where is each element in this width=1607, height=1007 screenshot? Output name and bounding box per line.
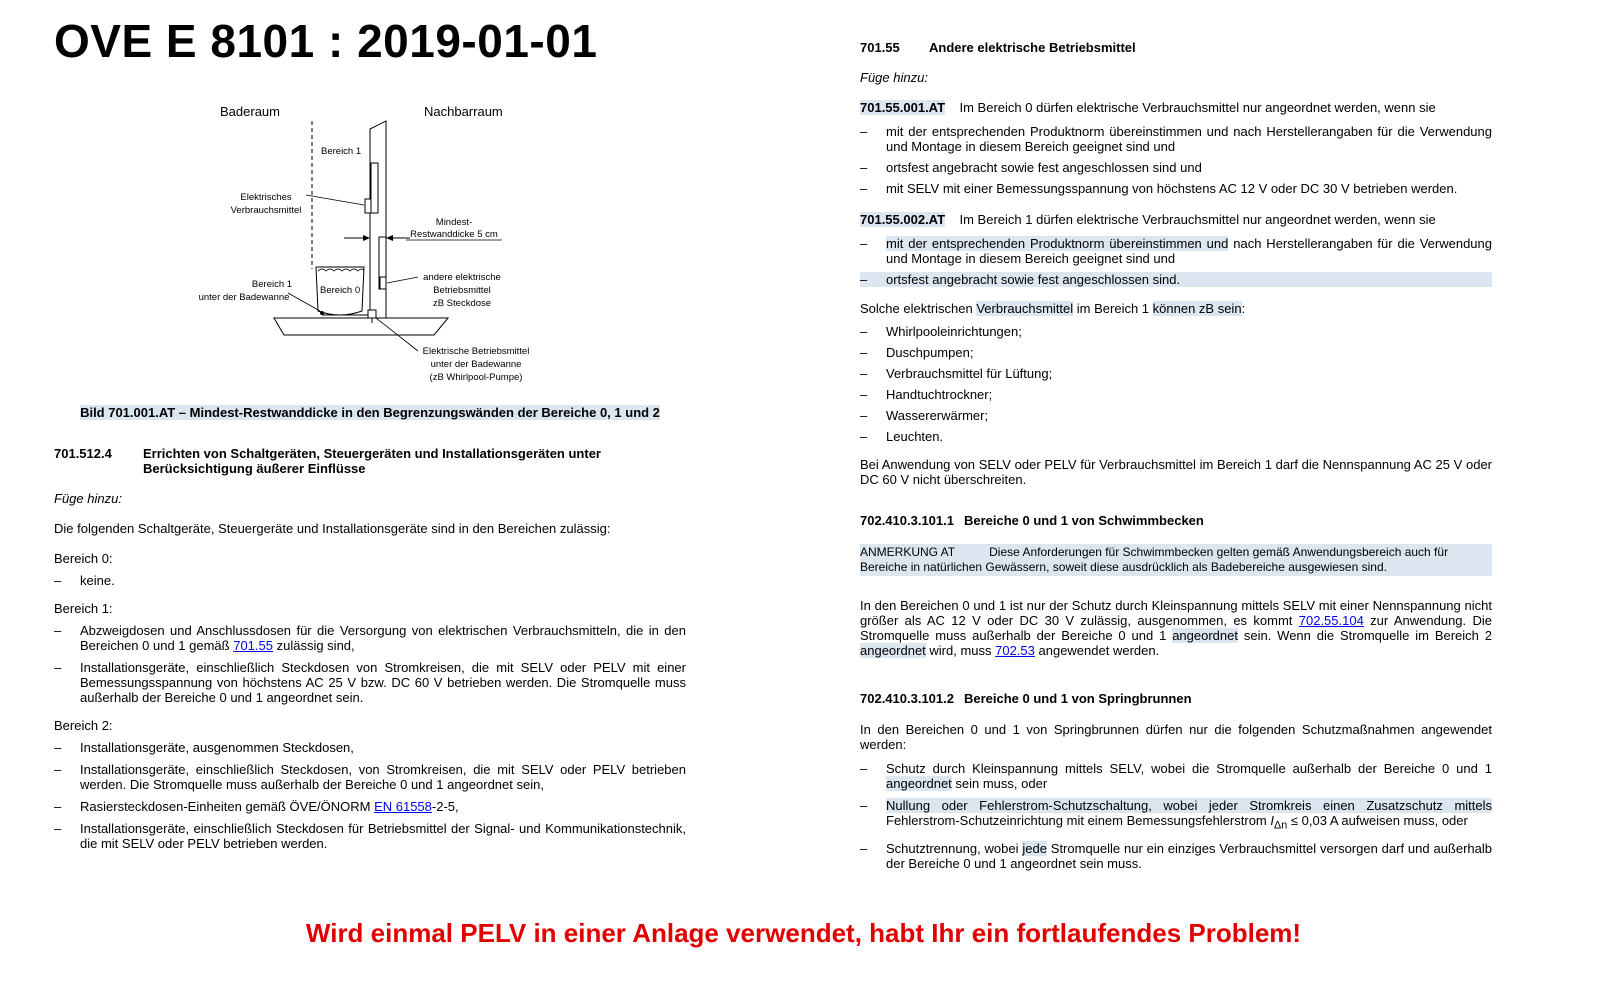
note-text: Diese Anforderungen für Schwimmbecken gelten gemäß Anwendungsbereich auch für Bereiche in natürlichen Gewässern, soweit diese ausdrücklich als Badebereiche ausgewiesen sind. [860, 545, 1449, 574]
note-tag: ANMERKUNG AT [860, 545, 956, 559]
spring-intro: In den Bereichen 0 und 1 von Springbrunnen dürfen nur die folgenden Schutzmaßnahmen angewendet werden: [860, 722, 1492, 752]
bereich1-list [54, 623, 686, 705]
bathroom-wall-diagram [54, 97, 686, 397]
label-bereich0: Bereich 0 [320, 285, 361, 296]
fuege-hinzu-left: Füge hinzu: [54, 491, 122, 506]
footer-warning: Wird einmal PELV in einer Anlage verwendet, habt Ihr ein fortlaufendes Problem! [305, 918, 1302, 948]
section-number: 702.410.3.101.1 [860, 513, 954, 528]
list-item: – Installationsgeräte, einschließlich Steckdosen, von Stromkreisen, die mit SELV oder PELV betrieben werden. Die Stromquelle muss außerhalb der Bereiche 0 und 1 angeordnet sein, [54, 762, 686, 792]
section-title: Errichten von Schaltgeräten, Steuergeräten und Installationsgeräten unter Berücksichtigung äußerer Einflüsse [143, 446, 601, 476]
section-title: Bereiche 0 und 1 von Schwimmbecken [963, 513, 1204, 528]
label-betrieb-a: Elektrische Betriebsmittel [422, 346, 530, 357]
bereich2-title: Bereich 2: [54, 718, 113, 733]
label-nachbarraum: Nachbarraum [424, 104, 503, 119]
link-702-53[interactable]: 702.53 [995, 643, 1035, 658]
list-item: – Schutztrennung, wobei jede Stromquelle nur ein einziges Verbrauchsmittel versorgen darf und außerhalb der Bereiche 0 und 1 angeordnet sein muss. [860, 841, 1492, 871]
list-item: – Schutz durch Kleinspannung mittels SELV, wobei die Stromquelle außerhalb der Bereiche 0 und 1 angeordnet sein muss, oder [860, 761, 1492, 791]
section-number: 702.410.3.101.2 [860, 691, 954, 706]
label-betrieb-c: (zB Whirlpool-Pumpe) [429, 372, 523, 383]
list-item: – Leuchten. [860, 429, 1492, 444]
section-number: 701.512.4 [54, 446, 112, 461]
subsection-701-55-001: 701.55.001.AT Im Bereich 0 dürfen elektrische Verbrauchsmittel nur angeordnet werden, wenn sie [860, 100, 1436, 115]
pool-paragraph: In den Bereichen 0 und 1 ist nur der Schutz durch Kleinspannung mittels SELV mit einer Nennspannung nicht größer als AC 12 V oder DC 30 V zulässig, ausgenommen, es kommt 702.55.104 zur Anwendung. Die Stromquelle muss außerhalb der Bereiche 0 und 1 angeordnet sein. Wenn die Stromquelle im Bereich 2 angeordnet wird, muss 702.53 angewendet werden. [860, 598, 1492, 658]
list-item: – Wassererwärmer; [860, 408, 1492, 423]
list-item: – Installationsgeräte, ausgenommen Steckdosen, [54, 740, 686, 755]
section-heading-701-512-4 [54, 446, 686, 476]
section-heading-702-410-3-101-2 [860, 691, 1492, 706]
intro-paragraph: Die folgenden Schaltgeräte, Steuergeräte und Installationsgeräte sind in den Bereichen zulässig: [54, 521, 611, 536]
list-item: – Handtuchtrockner; [860, 387, 1492, 402]
label-andere-c: zB Steckdose [432, 298, 492, 309]
section-number: 701.55 [860, 40, 900, 55]
section-heading-701-55 [860, 40, 1492, 55]
list-item: – Duschpumpen; [860, 345, 1492, 360]
label-andere-a: andere elektrische [423, 272, 501, 283]
label-verbrauchsmittel: Verbrauchsmittel [230, 205, 302, 216]
right-column [860, 40, 1492, 884]
label-elektrisches: Elektrisches [240, 192, 292, 203]
label-bereich1-top: Bereich 1 [321, 146, 362, 157]
label-baderaum: Baderaum [220, 104, 280, 119]
list-item: – mit der entsprechenden Produktnorm übereinstimmen und nach Herstellerangaben für die Verwendung und Montage in diesem Bereich geeignet sind und [860, 124, 1492, 154]
bereich2-list [54, 740, 686, 851]
selv-pelv-paragraph: Bei Anwendung von SELV oder PELV für Verbrauchsmittel im Bereich 1 darf die Nennspannung AC 25 V oder DC 60 V nicht überschreiten. [860, 457, 1492, 487]
list-item: – mit der entsprechenden Produktnorm übereinstimmen und nach Herstellerangaben für die Verwendung und Montage in diesem Bereich geeignet sind und [860, 236, 1492, 266]
fuege-hinzu-right: Füge hinzu: [860, 70, 928, 85]
label-restwand: Restwanddicke 5 cm [410, 229, 498, 240]
document-title: OVE E 8101 : 2019-01-01 [54, 15, 598, 67]
list-item: – Nullung oder Fehlerstrom-Schutzschaltung, wobei jeder Stromkreis einen Zusatzschutz mittels Fehlerstrom-Schutzeinrichtung mit einem Bemessungsfehlerstrom $I_{\Delta n} \le 0,03$ A aufweisen muss, oder [860, 798, 1492, 834]
list-item: – mit SELV mit einer Bemessungsspannung von höchstens AC 12 V oder DC 30 V betrieben werden. [860, 181, 1492, 196]
section-title: Bereiche 0 und 1 von Springbrunnen [963, 691, 1192, 706]
subsection-001-list [860, 124, 1492, 196]
list-item: – Whirlpooleinrichtungen; [860, 324, 1492, 339]
link-701-55[interactable]: 701.55 [233, 638, 273, 653]
label-bereich1-unter-b: unter der Badewanne [198, 292, 290, 303]
list-item: – ortsfest angebracht sowie fest angeschlossen sind. [860, 272, 1492, 287]
subsection-002-list [860, 236, 1492, 287]
subsection-number: 701.55.001.AT [860, 100, 946, 115]
list-item: – Installationsgeräte, einschließlich Steckdosen von Stromkreisen, die mit SELV oder PELV mit einer Bemessungsspannung von höchstens AC 25 V bzw. DC 60 V betrieben werden. Die Stromquelle muss außerhalb der Bereiche 0 und 1 angeordnet sein. [54, 660, 686, 705]
figure-bathroom-diagram [54, 97, 686, 397]
list-item: – Rasiersteckdosen-Einheiten gemäß ÖVE/ÖNORM EN 61558-2-5, [54, 799, 686, 814]
consumer-list [860, 324, 1492, 444]
section-title: Andere elektrische Betriebsmittel [929, 40, 1136, 55]
list-item: – keine. [54, 573, 686, 588]
list-item: – Abzweigdosen und Anschlussdosen für die Versorgung von elektrischen Verbrauchsmitteln, die in den Bereichen 0 und 1 gemäß 701.55 zulässig sind, [54, 623, 686, 653]
solche-paragraph: Solche elektrischen Verbrauchsmittel im Bereich 1 können zB sein: [860, 301, 1246, 316]
label-andere-b: Betriebsmittel [433, 285, 491, 296]
list-item: – Verbrauchsmittel für Lüftung; [860, 366, 1492, 381]
list-item: – Installationsgeräte, einschließlich Steckdosen für Betriebsmittel der Signal- und Kommunikationstechnik, die mit SELV oder PELV betrieben werden. [54, 821, 686, 851]
list-item: – ortsfest angebracht sowie fest angeschlossen sind und [860, 160, 1492, 175]
bereich0-title: Bereich 0: [54, 551, 113, 566]
spring-list [860, 761, 1492, 871]
label-betrieb-b: unter der Badewanne [430, 359, 522, 370]
section-heading-702-410-3-101-1 [860, 513, 1492, 528]
bereich1-title: Bereich 1: [54, 601, 113, 616]
subsection-701-55-002: 701.55.002.AT Im Bereich 1 dürfen elektrische Verbrauchsmittel nur angeordnet werden, wenn sie [860, 212, 1436, 227]
left-column [54, 97, 686, 864]
link-en-61558[interactable]: EN 61558 [374, 799, 432, 814]
label-mindest: Mindest- [435, 217, 473, 228]
subsection-number: 701.55.002.AT [860, 212, 946, 227]
note-anmerkung [860, 544, 1492, 576]
figure-caption: Bild 701.001.AT – Mindest-Restwanddicke in den Begrenzungswänden der Bereiche 0, 1 und 2 [80, 405, 660, 420]
label-bereich1-unter-a: Bereich 1 [251, 279, 293, 290]
link-702-55-104[interactable]: 702.55.104 [1298, 613, 1364, 628]
bereich0-list [54, 573, 686, 588]
